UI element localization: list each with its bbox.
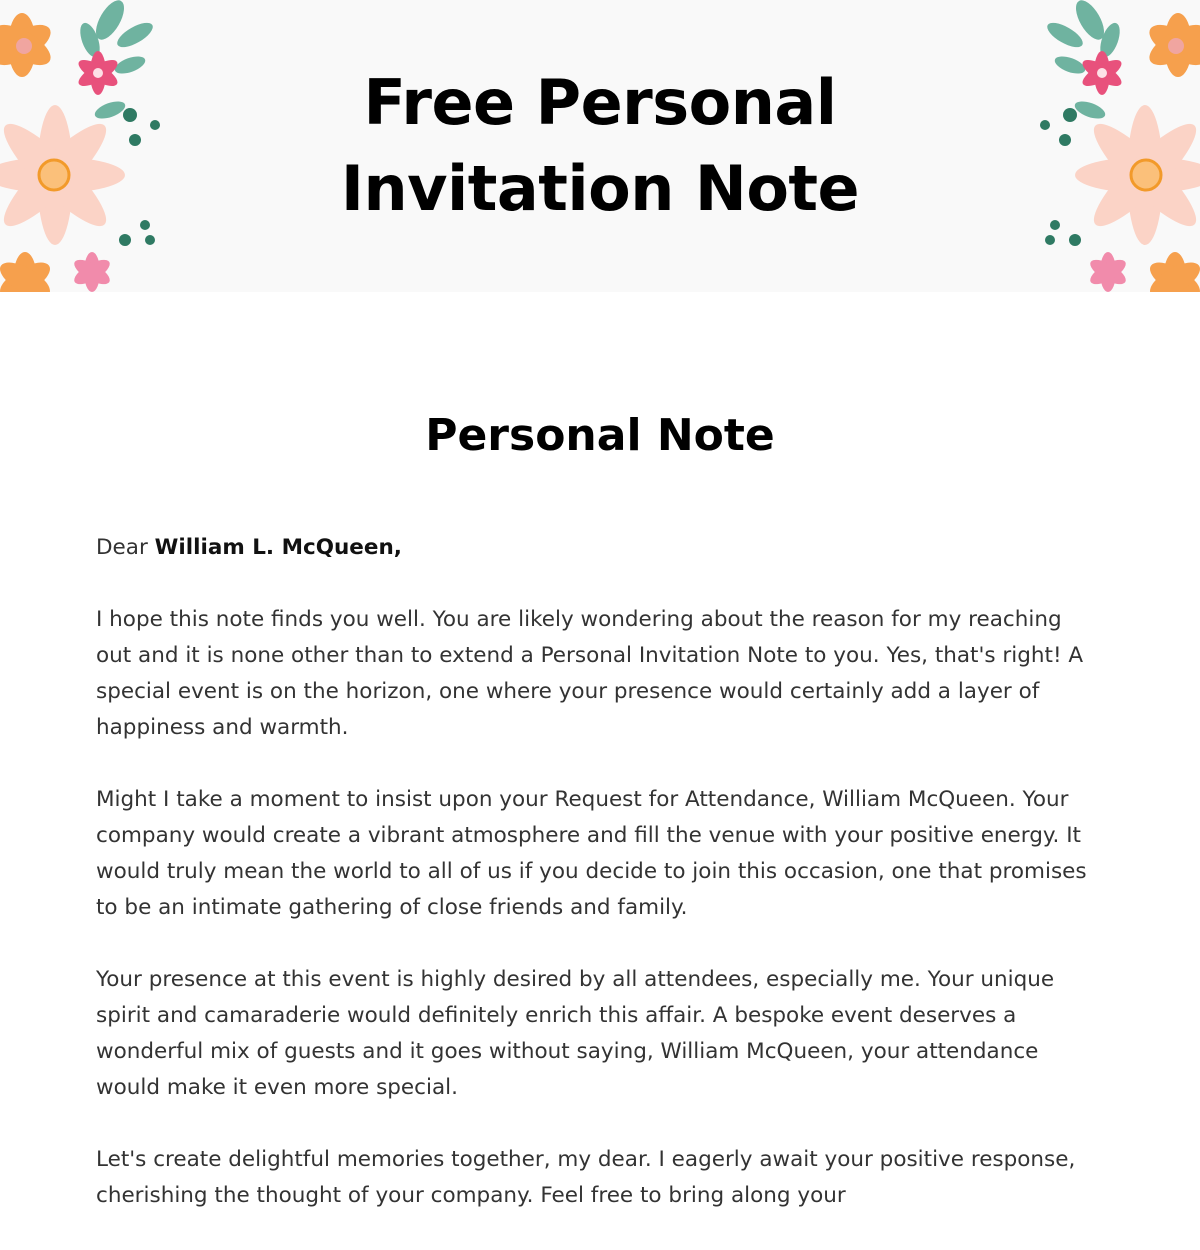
paragraph-1: I hope this note finds you well. You are likely wondering about the reason for my reaching out and it is none other than to extend a Personal Invitation Note to you. Yes, that's right! A special event is on the horizon, one where your presence would certainly add a layer of happiness and warmth.	[96, 607, 1084, 740]
paragraph-4: Let's create delightful memories together, my dear. I eagerly await your positive response, cherishing the thought of your company. Feel free to bring along your	[96, 1147, 1076, 1208]
title-line-2: Invitation Note	[340, 152, 860, 225]
salutation-prefix: Dear	[96, 535, 155, 560]
salutation	[96, 530, 1096, 566]
letter-body	[96, 530, 1096, 1250]
title-line-1: Free Personal	[363, 66, 837, 139]
header-banner	[0, 0, 1200, 292]
paragraph-2: Might I take a moment to insist upon your Request for Attendance, William McQueen. Your company would create a vibrant atmosphere and fill the venue with your positive energy. It would truly mean the world to all of us if you decide to join this occasion, one that promises to be an intimate gathering of close friends and family.	[96, 787, 1087, 920]
paragraph-3: Your presence at this event is highly desired by all attendees, especially me. Your unique spirit and camaraderie would definitely enrich this affair. A bespoke event deserves a wonderful mix of guests and it goes without saying, William McQueen, your attendance would make it even more special.	[96, 967, 1055, 1100]
section-title: Personal Note	[425, 410, 775, 461]
recipient-name: William L. McQueen,	[154, 535, 402, 560]
page-title	[0, 60, 1200, 232]
